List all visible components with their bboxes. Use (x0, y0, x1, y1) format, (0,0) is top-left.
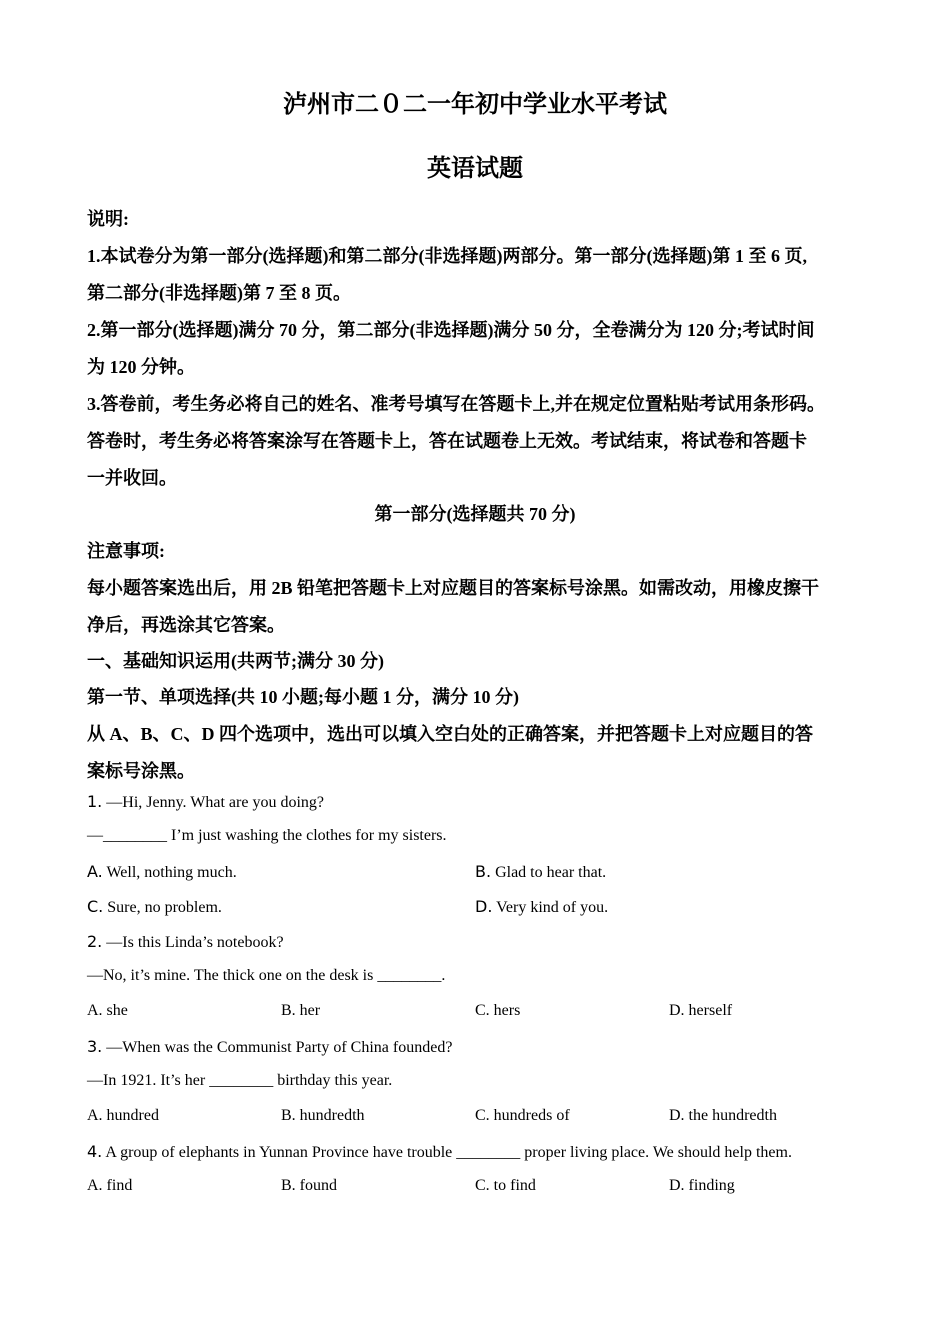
instruction-line: 为 120 分钟。 (87, 357, 195, 377)
instruction-line: 1.本试卷分为第一部分(选择题)和第二部分(非选择题)两部分。第一部分(选择题)第 1 至 6 页, (87, 246, 807, 266)
question-number: 2. (87, 932, 103, 951)
question-3-stem (87, 1037, 452, 1057)
question-number: 3. (87, 1037, 103, 1056)
instruction-line: 2.第一部分(选择题)满分 70 分，第二部分(非选择题)满分 50 分，全卷满分为 120 分;考试时间 (87, 320, 815, 340)
option-text: Glad to hear that. (495, 864, 607, 881)
option-text: Very kind of you. (496, 899, 609, 916)
notes-heading: 注意事项: (87, 541, 165, 561)
option-a: A. find (87, 1177, 133, 1194)
option-c: C. hers (475, 1002, 521, 1019)
option-text: Sure, no problem. (107, 899, 222, 916)
option-a (87, 862, 237, 882)
option-label: A. (87, 862, 103, 881)
question-text: —Is this Linda’s notebook? (106, 934, 284, 951)
option-c (87, 897, 222, 917)
section-title: 一、基础知识运用(共两节;满分 30 分) (87, 651, 384, 671)
question-text: A group of elephants in Yunnan Province have trouble ________ proper living place. We should help them. (105, 1144, 792, 1161)
directions-line: 从 A、B、C、D 四个选项中，选出可以填入空白处的正确答案，并把答题卡上对应题目的答 (87, 724, 813, 744)
option-a: A. she (87, 1002, 128, 1019)
question-1-line2: —________ I’m just washing the clothes for my sisters. (87, 827, 447, 844)
exam-title: 泸州市二０二一年初中学业水平考试 (283, 92, 667, 118)
question-3-line2: —In 1921. It’s her ________ birthday this year. (87, 1072, 393, 1089)
option-text: Well, nothing much. (106, 864, 237, 881)
option-b: B. found (281, 1177, 337, 1194)
option-c: C. to find (475, 1177, 536, 1194)
instruction-line: 第二部分(非选择题)第 7 至 8 页。 (87, 283, 351, 303)
option-d: D. finding (669, 1177, 735, 1194)
option-c: C. hundreds of (475, 1107, 570, 1124)
directions-line: 案标号涂黑。 (87, 761, 195, 781)
instruction-line: 答卷时，考生务必将答案涂写在答题卡上，答在试题卷上无效。考试结束，将试卷和答题卡 (87, 431, 807, 451)
instruction-line: 3.答卷前，考生务必将自己的姓名、准考号填写在答题卡上,并在规定位置粘贴考试用条形码。 (87, 394, 825, 414)
notes-line: 每小题答案选出后，用 2B 铅笔把答题卡上对应题目的答案标号涂黑。如需改动，用橡皮擦干 (87, 578, 820, 598)
option-label: D. (475, 897, 493, 916)
question-number: 1. (87, 792, 103, 811)
option-b (475, 862, 606, 882)
option-a: A. hundred (87, 1107, 159, 1124)
option-label: C. (87, 897, 104, 916)
question-1-stem (87, 792, 324, 812)
question-4-stem (87, 1142, 792, 1162)
notes-line: 净后，再选涂其它答案。 (87, 615, 285, 635)
subsection-title: 第一节、单项选择(共 10 小题;每小题 1 分，满分 10 分) (87, 687, 519, 707)
option-label: B. (475, 862, 492, 881)
option-b: B. her (281, 1002, 321, 1019)
option-b: B. hundredth (281, 1107, 365, 1124)
part-title: 第一部分(选择题共 70 分) (374, 504, 576, 524)
question-number: 4. (87, 1142, 103, 1161)
option-d (475, 897, 608, 917)
exam-subtitle: 英语试题 (427, 156, 523, 182)
question-2-line2: —No, it’s mine. The thick one on the desk is ________. (87, 967, 446, 984)
question-text: —When was the Communist Party of China founded? (106, 1039, 453, 1056)
question-2-stem (87, 932, 284, 952)
question-text: —Hi, Jenny. What are you doing? (106, 794, 324, 811)
option-d: D. herself (669, 1002, 733, 1019)
instructions-heading: 说明: (87, 209, 129, 229)
option-d: D. the hundredth (669, 1107, 777, 1124)
instruction-line: 一并收回。 (87, 468, 177, 488)
